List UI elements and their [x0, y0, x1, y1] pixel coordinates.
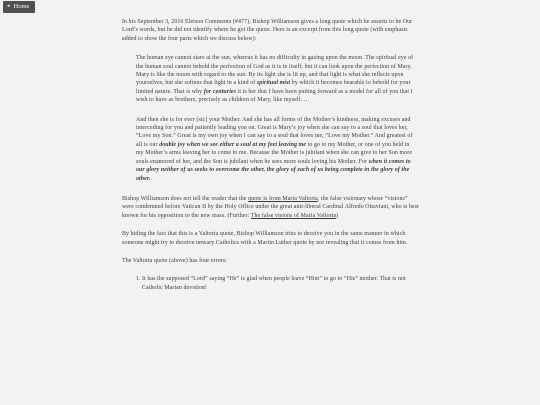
- quote1-text-3: it is her that I have been putting forward as a model for all of you that I wish to have as brothers, precisely as children of Mary, like myself. …: [136, 88, 413, 104]
- home-button-label: Home: [13, 3, 30, 10]
- source-text-1: Bishop Williamson does not tell the reader that the: [122, 195, 249, 202]
- quote1-text-1: The human eye cannot stare at the sun, whereas it has no difficulty in gazing upon the moon. The spiritual eye of the human soul cannot behold the perfection of God as it is in itself, but it can look upon the perfection of Mary. Mary is like the moon with regard to the sun. By its light she is lit up, and that light is what she reflects upon yourselves, but she softens that light in a kind of: [136, 55, 414, 87]
- quote2-text-2: to go to my Mother, or one of you held in my Mother’s arms leaving her to come to me. Because the Mother is jubilant when she can give to her Son more souls enamored of her, and the Son is jubilant when he sees more souls loving his Mother. For: [136, 141, 413, 165]
- quote-paragraph-1: [136, 54, 418, 104]
- article-body: [122, 18, 420, 292]
- valtorta-source-link[interactable]: quote is from Maria Valtorta: [248, 195, 318, 202]
- quote-paragraph-2: [136, 116, 418, 183]
- source-text-3: ): [336, 212, 339, 219]
- quote2-emphasis-2: when it comes to our glory neither of us seeks to overcome the other, the glory of each of us being complete in the glory of the other.: [136, 158, 411, 182]
- intro-paragraph: In his September 3, 2016 Eleison Comments (#477), Bishop Williamson gives a long quote which he asserts to be Our Lord’s words, but he did not identify where he got the quote. Here is an excerpt from this long quote (with emphasis added to show the four parts which we discuss below):: [122, 19, 413, 42]
- error-list-item: 1. It has the supposed “Lord” saying “He” is glad when people leave “Him” to go to “His” mother. That is not Catholic Marian devotion!: [142, 275, 420, 292]
- source-text-2: , the false visionary whose “visions” were condemned before Vatican II by the Holy Office under the great anti-liberal Cardinal Alfredo Ottaviani, who is best known for his opposition to the new mass. (Further:: [122, 195, 419, 219]
- quote1-emphasis-2: for centuries: [203, 88, 237, 95]
- false-visions-link[interactable]: The false visions of Maria Valtorta: [250, 212, 337, 219]
- quote-block: [136, 54, 418, 183]
- deception-paragraph: By hiding the fact that this is a Valtorta quote, Bishop Williamson tries to deceive you in the same manner in which someone might try to deceive unwary Catholics with a Martin Luther quote by not revealing that it comes from him.: [122, 231, 408, 246]
- quote1-emphasis-1: spiritual mist: [256, 80, 291, 87]
- home-button[interactable]: [3, 1, 35, 13]
- errors-list: [122, 275, 420, 292]
- back-arrow-icon: ◂: [7, 4, 10, 9]
- source-paragraph: [122, 195, 420, 220]
- quote2-text-1: And then she is for ever [sic] your Mother. And she has all forms of the Mother’s kindness, making excuses and interceding for you and patiently leading you on. Great is Mary’s joy when she can say to a soul that loves her, “Love my Son.” Great is my own joy when I can say to a soul that loves me, “Love my Mother.” And greatest of all is our: [136, 116, 413, 148]
- quote1-text-2: by which it becomes bearable to behold for your limited nature. That is why: [136, 80, 411, 95]
- quote2-emphasis-1: double joy when we see either a soul at my feet leaving me: [159, 141, 307, 148]
- errors-intro-paragraph: The Valtorta quote (above) has four errors:: [122, 257, 227, 264]
